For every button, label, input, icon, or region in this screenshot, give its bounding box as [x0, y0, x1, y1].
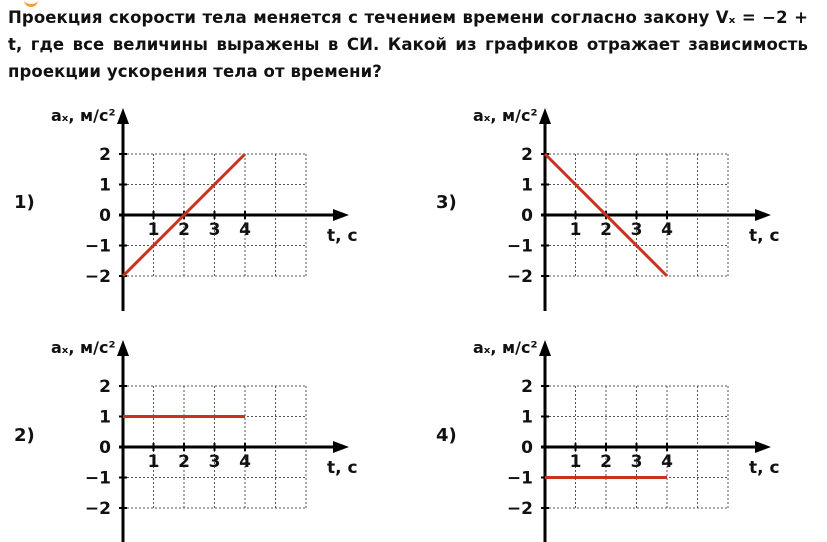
x-tick-label: 1	[147, 452, 160, 472]
x-tick-label: 3	[630, 452, 643, 472]
x-tick-label: 3	[208, 452, 221, 472]
x-tick-label: 2	[178, 220, 190, 240]
option-label-2[interactable]: 2)	[14, 425, 35, 446]
y-axis-arrow	[117, 340, 129, 356]
y-tick-label: 0	[521, 206, 533, 226]
x-axis-arrow	[755, 441, 771, 453]
x-tick-label: 3	[208, 220, 221, 240]
graph-3	[51, 338, 358, 542]
x-tick-label: 4	[661, 452, 673, 472]
y-tick-label: 0	[521, 438, 533, 458]
graph-4	[473, 338, 780, 542]
y-tick-label: −1	[506, 236, 533, 257]
y-tick-label: −2	[506, 499, 533, 519]
question-text: Проекция скорости тела меняется с течением времени согласно закону Vₓ = −2 + t, где все величины выражены в СИ. Какой из графиков отражает зависимость проекции ускорения тела от времени?	[8, 8, 808, 81]
y-tick-label: 0	[99, 206, 111, 226]
y-axis-arrow	[117, 108, 129, 124]
x-axis-label: t, с	[749, 458, 780, 478]
y-axis-arrow	[539, 340, 551, 356]
x-tick-label: 4	[239, 220, 251, 240]
y-axis-label: aₓ, м/с²	[51, 106, 116, 125]
y-axis-label: aₓ, м/с²	[473, 338, 538, 357]
y-axis-label: aₓ, м/с²	[473, 106, 538, 125]
y-tick-label: 1	[99, 175, 111, 196]
graph-1	[51, 106, 358, 311]
y-tick-label: 1	[99, 407, 111, 428]
x-tick-label: 1	[147, 220, 160, 240]
y-tick-label: 0	[99, 438, 111, 458]
x-tick-label: 2	[600, 220, 612, 240]
y-tick-label: 1	[521, 175, 533, 196]
x-axis-label: t, с	[749, 226, 780, 246]
x-axis-arrow	[333, 209, 349, 221]
x-tick-label: 2	[178, 452, 190, 472]
y-tick-label: 2	[521, 145, 533, 165]
x-tick-label: 4	[661, 220, 673, 240]
y-tick-label: −2	[84, 499, 111, 519]
x-tick-label: 1	[569, 220, 582, 240]
x-tick-label: 4	[239, 452, 251, 472]
option-label-4[interactable]: 4)	[436, 425, 457, 446]
y-tick-label: 2	[521, 377, 533, 397]
y-axis-arrow	[539, 108, 551, 124]
y-tick-label: 2	[99, 145, 111, 165]
y-tick-label: 2	[99, 377, 111, 397]
x-tick-label: 3	[630, 220, 643, 240]
x-axis-label: t, с	[327, 226, 358, 246]
option-label-3[interactable]: 3)	[436, 192, 457, 213]
y-tick-label: −2	[84, 267, 111, 287]
y-axis-label: aₓ, м/с²	[51, 338, 116, 357]
x-tick-label: 2	[600, 452, 612, 472]
option-label-1[interactable]: 1)	[14, 192, 35, 213]
x-axis-arrow	[333, 441, 349, 453]
y-tick-label: −1	[506, 468, 533, 489]
x-axis-label: t, с	[327, 458, 358, 478]
graph-2	[473, 106, 780, 311]
y-tick-label: −2	[506, 267, 533, 287]
y-tick-label: −1	[84, 236, 111, 257]
x-axis-arrow	[755, 209, 771, 221]
y-tick-label: −1	[84, 468, 111, 489]
x-tick-label: 1	[569, 452, 582, 472]
y-tick-label: 1	[521, 407, 533, 428]
